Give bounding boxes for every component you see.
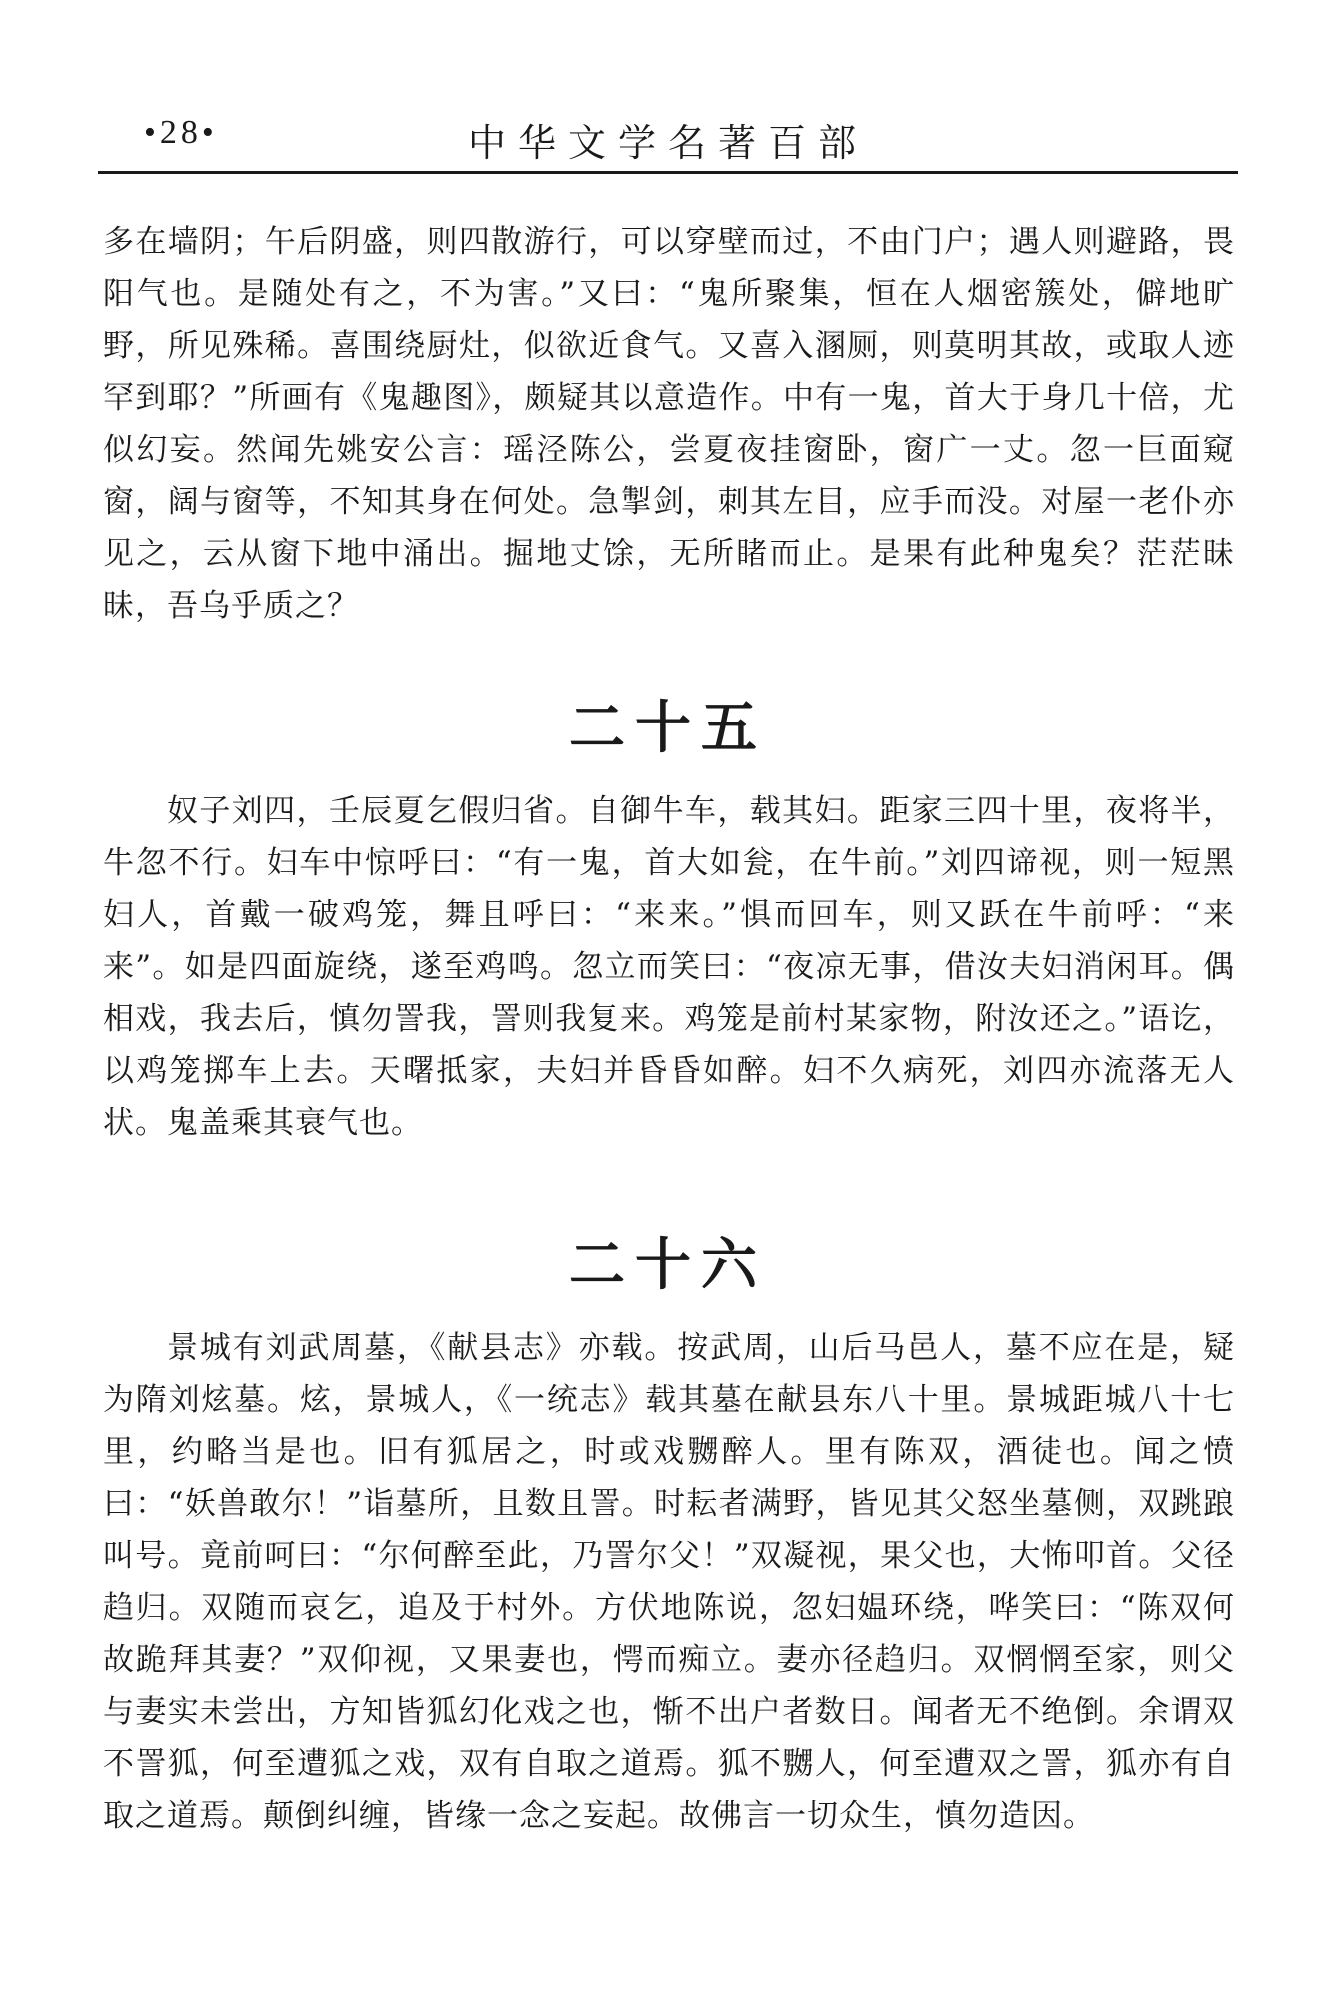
book-title: 中华文学名著百部 [467,121,868,165]
section-heading-26: 二十六 [569,1233,767,1298]
section-26-paragraph: 景城有刘武周墓，《献县志》亦载。按武周，山后马邑人，墓不应在是，疑为隋刘炫墓。炫，景城人，《一统志》载其墓在献县东八十里。景城距城八十七里，约略当是也。旧有狐居之，时或戏嬲醉人。里有陈双，酒徒也。闻之愤曰：“妖兽敢尔！”诣墓所，且数且詈。时耘者满野，皆见其父怒坐墓侧，双跳踉叫号。竟前呵曰：“尔何醉至此，乃詈尔父！”双凝视，果父也，大怖叩首。父径趋归。双随而哀乞，追及于村外。方伏地陈说，忽妇媪环绕，哗笑曰：“陈双何故跪拜其妻？”双仰视，又果妻也，愕而痴立。妻亦径趋归。双惘惘至家，则父与妻实未尝出，方知皆狐幻化戏之也，惭不出户者数日。闻者无不绝倒。余谓双不詈狐，何至遭狐之戏，双有自取之道焉。狐不嬲人，何至遭双之詈，狐亦有自取之道焉。颠倒纠缠，皆缘一念之妄起。故佛言一切众生，慎勿造因。 [103,1330,1235,1834]
header-rule [98,171,1238,174]
paragraph-continued: 多在墙阴；午后阴盛，则四散游行，可以穿壁而过，不由门户；遇人则避路，畏阳气也。是随处有之，不为害。”又曰：“鬼所聚集，恒在人烟密簇处，僻地旷野，所见殊稀。喜围绕厨灶，似欲近食气。又喜入溷厕，则莫明其故，或取人迹罕到耶？”所画有《鬼趣图》，颇疑其以意造作。中有一鬼，首大于身几十倍，尤似幻妄。然闻先姚安公言：瑶泾陈公，尝夏夜挂窗卧，窗广一丈。忽一巨面窥窗，阔与窗等，不知其身在何处。急掣剑，刺其左目，应手而没。对屋一老仆亦见之，云从窗下地中涌出。掘地丈馀，无所睹而止。是果有此种鬼矣？茫茫昧昧，吾乌乎质之？ [103,224,1235,624]
running-header [98,100,1238,172]
page-number: •28• [144,114,218,151]
section-heading-25: 二十五 [569,696,767,761]
section-25-paragraph: 奴子刘四，壬辰夏乞假归省。自御牛车，载其妇。距家三四十里，夜将半，牛忽不行。妇车中惊呼曰：“有一鬼，首大如瓮，在牛前。”刘四谛视，则一短黑妇人，首戴一破鸡笼，舞且呼曰：“来来。”惧而回车，则又跃在牛前呼：“来来”。如是四面旋绕，遂至鸡鸣。忽立而笑曰：“夜凉无事，借汝夫妇消闲耳。偶相戏，我去后，慎勿詈我，詈则我复来。鸡笼是前村某家物，附汝还之。”语讫，以鸡笼掷车上去。天曙抵家，夫妇并昏昏如醉。妇不久病死，刘四亦流落无人状。鬼盖乘其衰气也。 [103,793,1235,1141]
